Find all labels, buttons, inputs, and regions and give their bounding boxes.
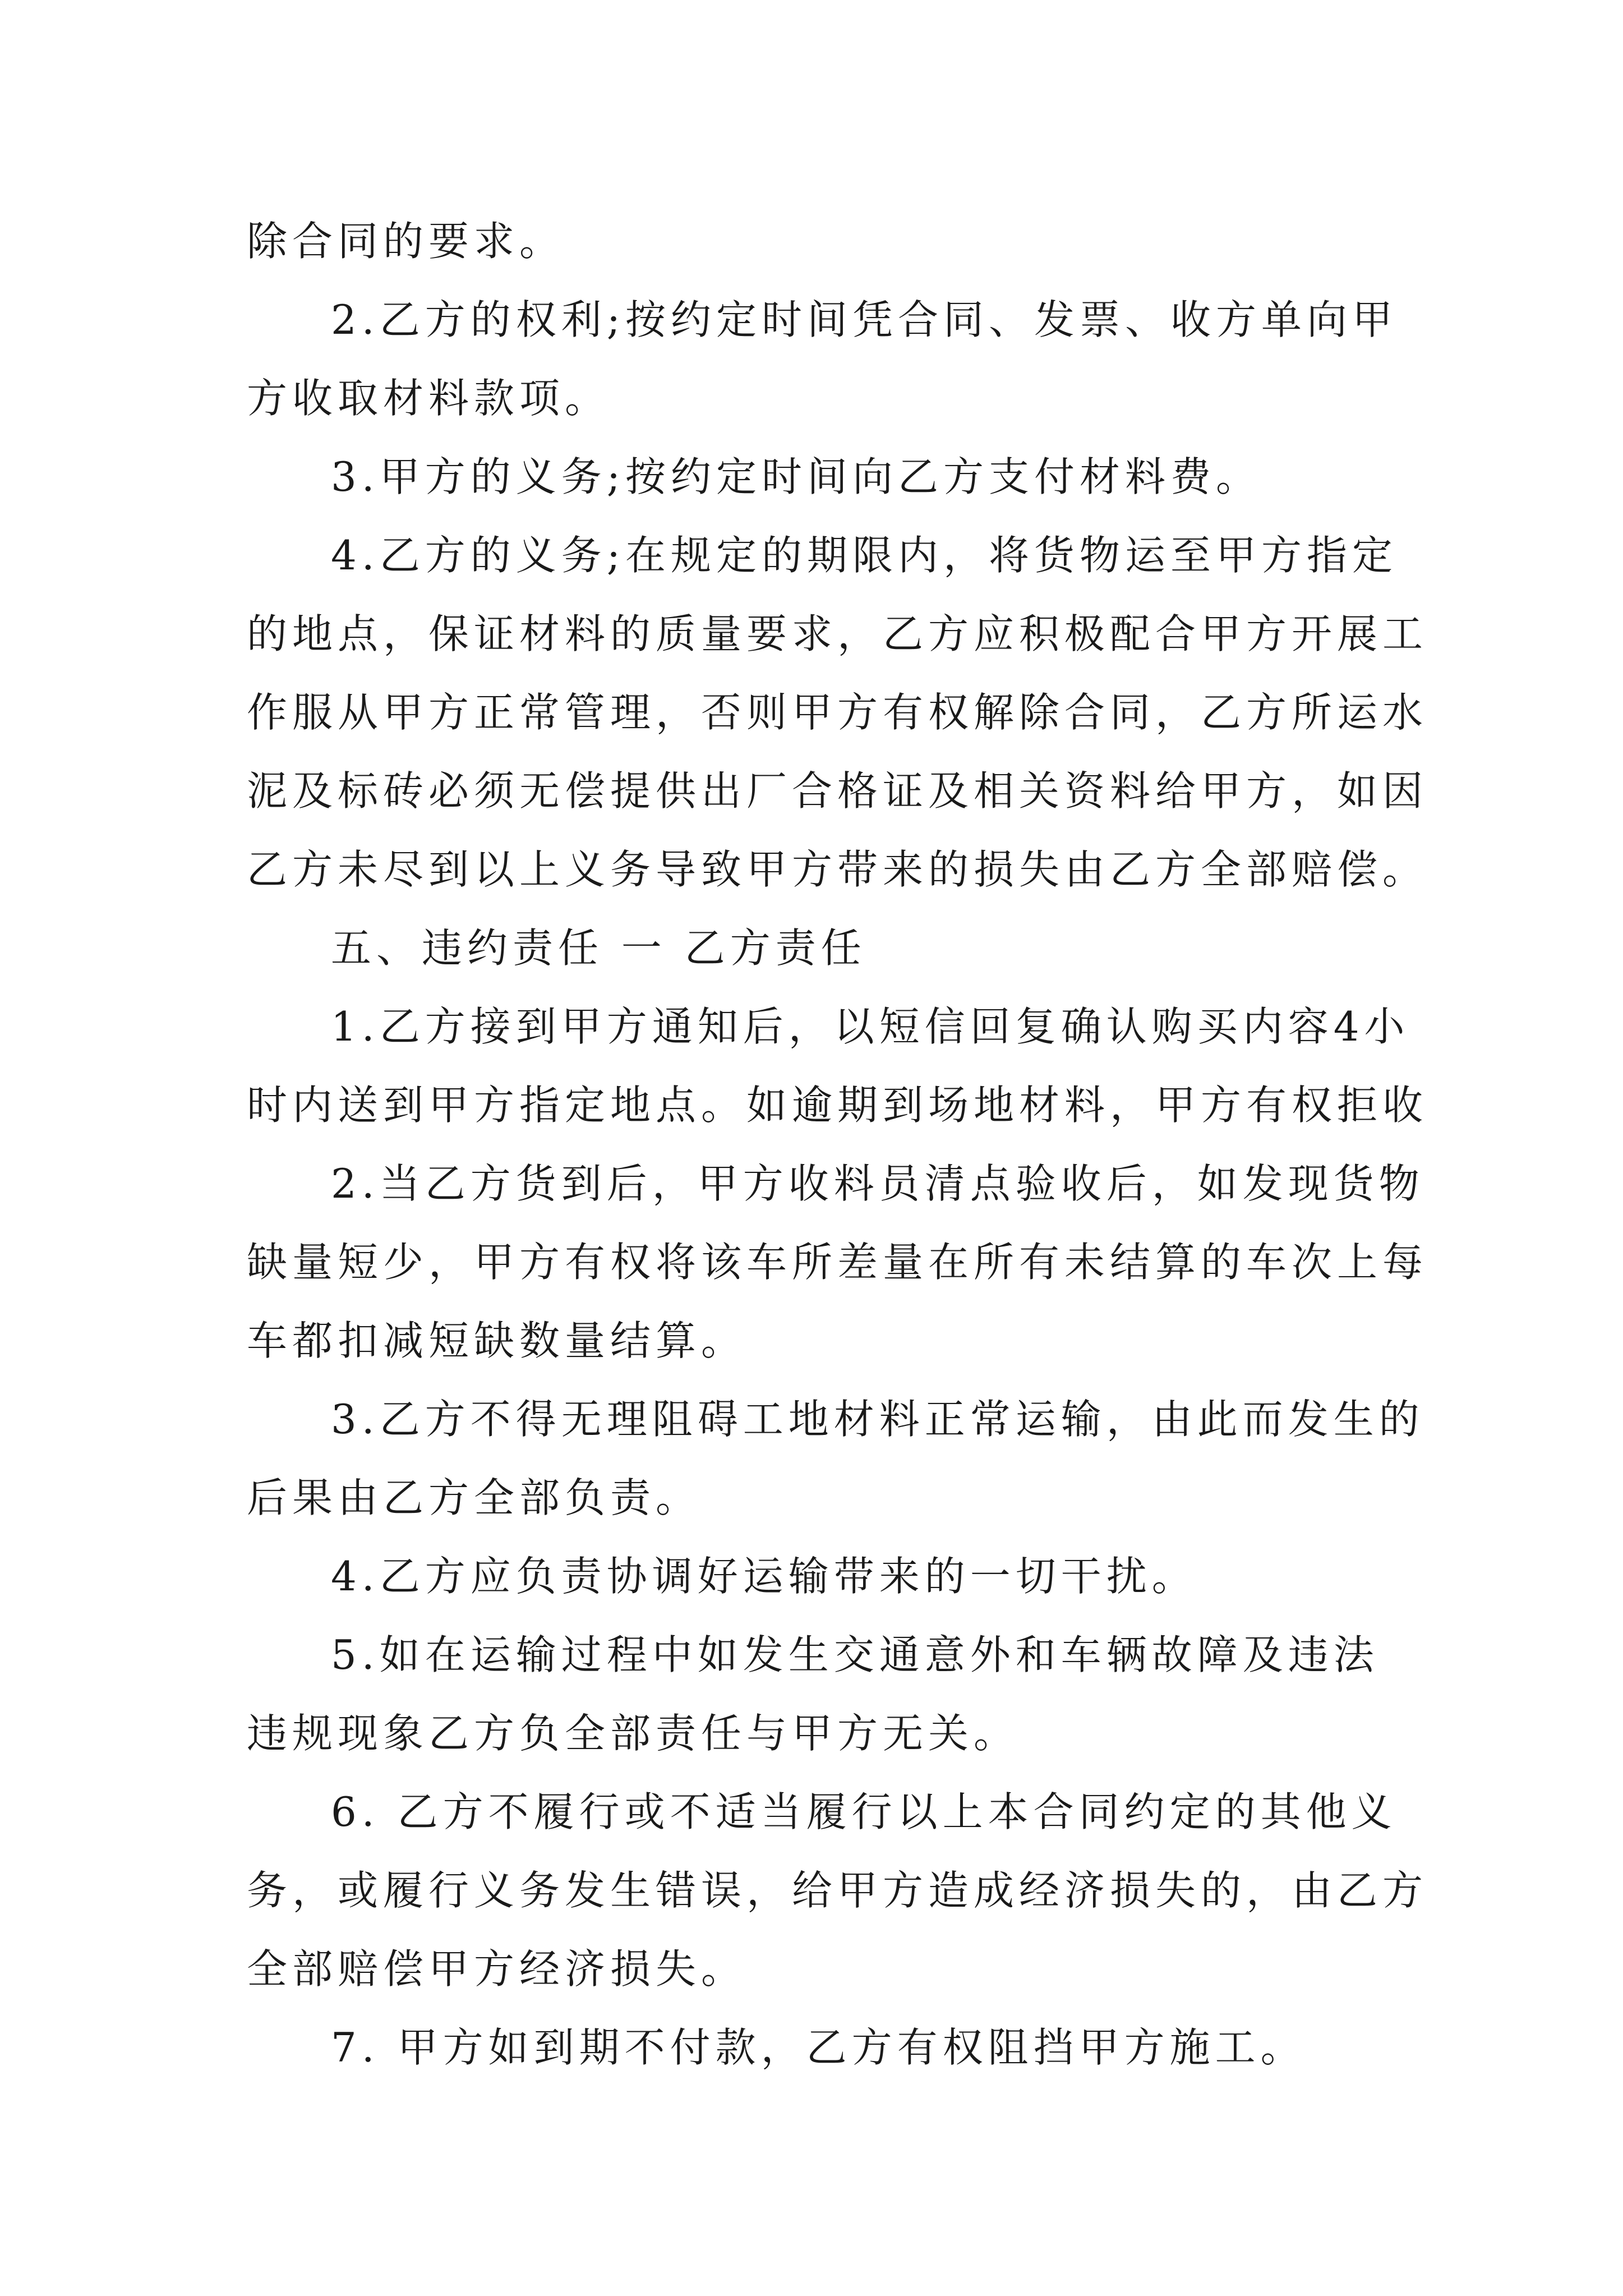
text-line: 1.乙方接到甲方通知后，以短信回复确认购买内容4小	[331, 1003, 1410, 1050]
text-line: 车都扣减短缺数量结算。	[247, 1317, 747, 1364]
document-page	[247, 202, 1428, 2087]
text-line: 作服从甲方正常管理，否则甲方有权解除合同，乙方所运水	[247, 689, 1428, 736]
text-line: 4.乙方的义务;在规定的期限内，将货物运至甲方指定	[331, 532, 1398, 579]
text-line: 违规现象乙方负全部责任与甲方无关。	[247, 1710, 1020, 1757]
text-line: 3.乙方不得无理阻碍工地材料正常运输，由此而发生的	[331, 1396, 1424, 1443]
text-line: 缺量短少，甲方有权将该车所差量在所有未结算的车次上每	[247, 1239, 1428, 1286]
text-line: 方收取材料款项。	[247, 375, 611, 422]
text-line: 的地点，保证材料的质量要求，乙方应积极配合甲方开展工	[247, 610, 1428, 657]
text-line: 2.当乙方货到后，甲方收料员清点验收后，如发现货物	[331, 1160, 1424, 1207]
text-line: 泥及标砖必须无偿提供出厂合格证及相关资料给甲方，如因	[247, 767, 1428, 815]
text-line: 全部赔偿甲方经济损失。	[247, 1945, 747, 1993]
text-line: 后果由乙方全部负责。	[247, 1474, 702, 1521]
text-line: 除合同的要求。	[247, 218, 565, 265]
text-line: 6. 乙方不履行或不适当履行以上本合同约定的其他义	[331, 1788, 1397, 1835]
text-line: 务，或履行义务发生错误，给甲方造成经济损失的，由乙方	[247, 1867, 1428, 1914]
text-line: 7. 甲方如到期不付款，乙方有权阻挡甲方施工。	[331, 2024, 1306, 2071]
section-heading: 五、违约责任 一 乙方责任	[331, 924, 866, 972]
text-line: 时内送到甲方指定地点。如逾期到场地材料，甲方有权拒收	[247, 1082, 1428, 1129]
text-line: 乙方未尽到以上义务导致甲方带来的损失由乙方全部赔偿。	[247, 846, 1428, 893]
text-line: 4.乙方应负责协调好运输带来的一切干扰。	[331, 1553, 1197, 1600]
text-line: 2.乙方的权利;按约定时间凭合同、发票、收方单向甲	[331, 296, 1398, 343]
text-line: 5.如在运输过程中如发生交通意外和车辆故障及违法	[331, 1631, 1379, 1678]
text-line: 3.甲方的义务;按约定时间向乙方支付材料费。	[331, 453, 1261, 500]
